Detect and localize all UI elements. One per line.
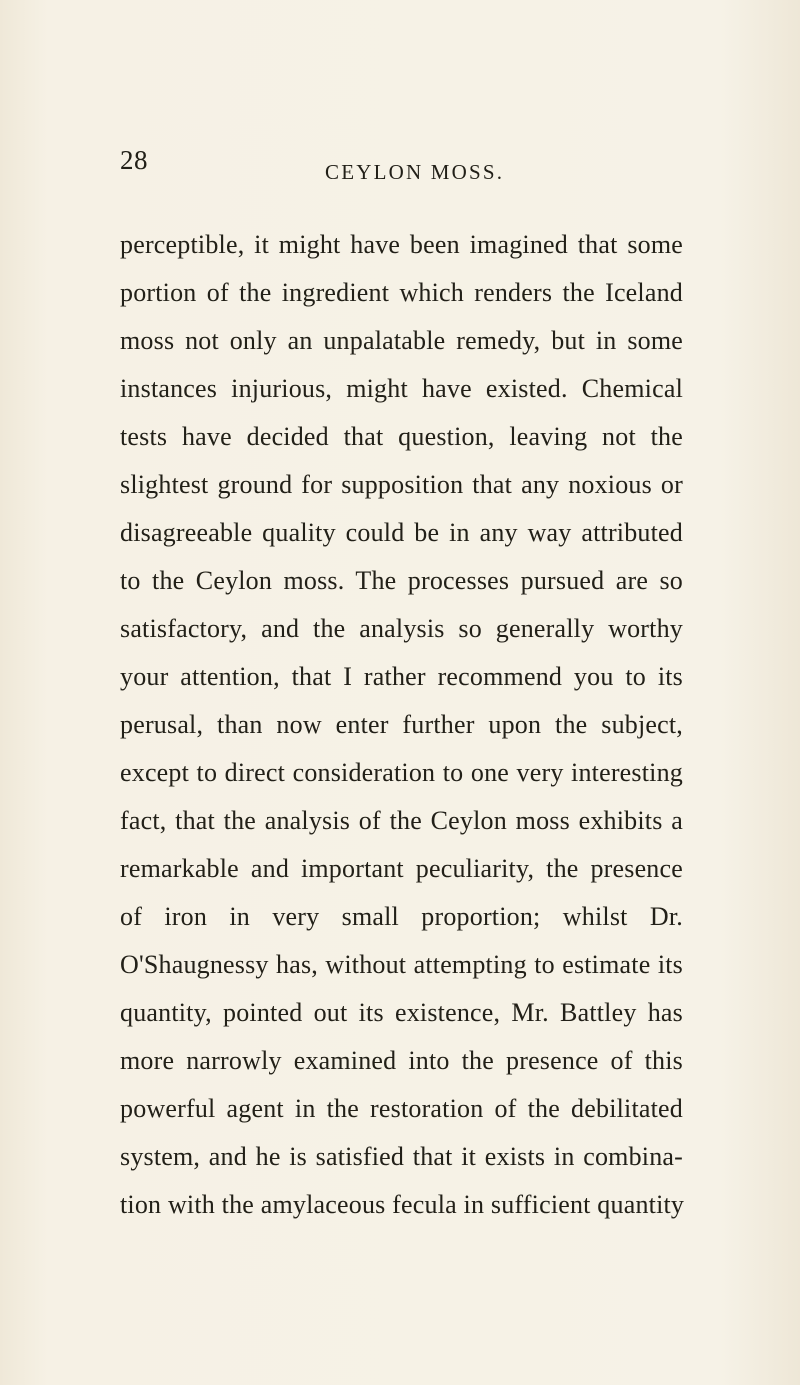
text-line: to the Ceylon moss. The processes pursued are so	[120, 566, 683, 595]
text-line: tests have decided that question, leaving not the	[120, 422, 683, 451]
text-line: tion with the amylaceous fecula in sufficient quantity	[120, 1190, 685, 1219]
text-line: more narrowly examined into the presence of this	[120, 1046, 683, 1075]
text-line: perceptible, it might have been imagined that some	[120, 230, 683, 259]
body-text	[120, 221, 683, 1229]
text-line: quantity, pointed out its existence, Mr. Battley has	[120, 998, 683, 1027]
text-line: of iron in very small proportion; whilst Dr.	[120, 902, 683, 931]
text-line: slightest ground for supposition that any noxious or	[120, 470, 683, 499]
text-line: portion of the ingredient which renders the Iceland	[120, 278, 683, 307]
text-line: moss not only an unpalatable remedy, but in some	[120, 326, 683, 355]
text-line: powerful agent in the restoration of the debilitated	[120, 1094, 683, 1123]
text-line: system, and he is satisfied that it exists in combina-	[120, 1142, 683, 1171]
text-line: O'Shaugnessy has, without attempting to estimate its	[120, 950, 683, 979]
text-line: except to direct consideration to one very interesting	[120, 758, 683, 787]
text-line: remarkable and important peculiarity, the presence	[120, 854, 683, 883]
text-line: disagreeable quality could be in any way attributed	[120, 518, 683, 547]
text-line: perusal, than now enter further upon the subject,	[120, 710, 683, 739]
running-head: CEYLON MOSS.	[325, 160, 505, 184]
text-line: satisfactory, and the analysis so generally worthy	[120, 614, 683, 643]
text-line: your attention, that I rather recommend you to its	[120, 662, 683, 691]
text-line: instances injurious, might have existed. Chemical	[120, 374, 683, 403]
text-line: fact, that the analysis of the Ceylon moss exhibits a	[120, 806, 683, 835]
page-number: 28	[120, 145, 148, 175]
